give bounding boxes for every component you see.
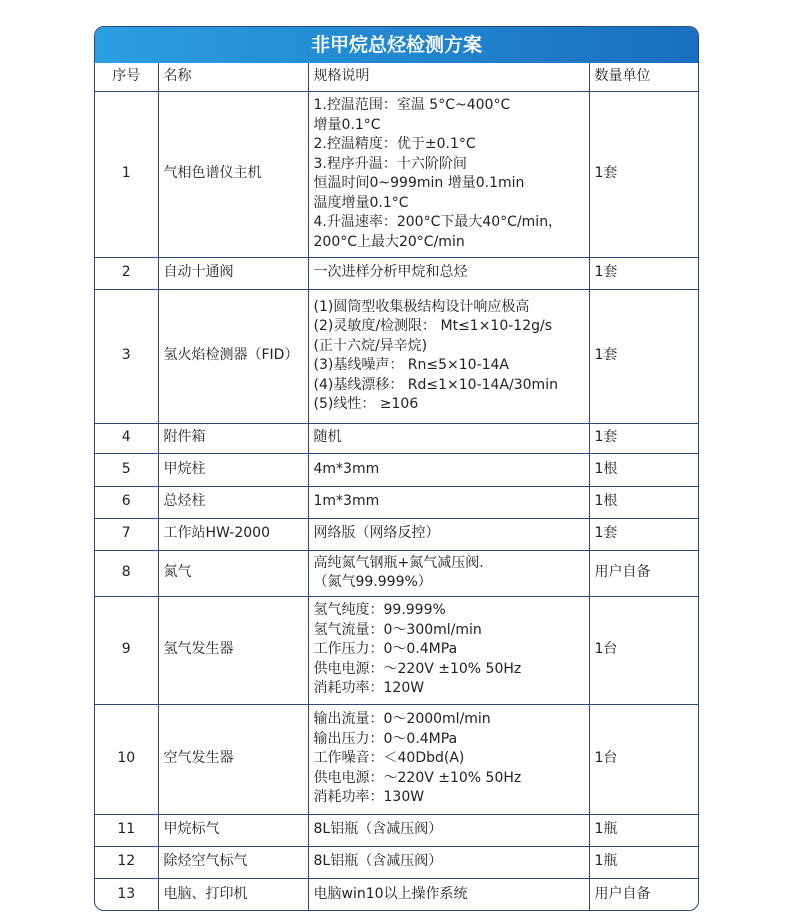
- header-spec: 规格说明: [308, 63, 589, 91]
- item-quantity: 用户自备: [589, 550, 698, 596]
- item-quantity: 1套: [589, 423, 698, 453]
- table-row: [95, 814, 698, 846]
- table-row: [95, 704, 698, 814]
- item-name: 总烃柱: [158, 486, 308, 518]
- item-spec: 8L铝瓶（含减压阀）: [308, 814, 589, 846]
- row-number: 5: [95, 453, 158, 486]
- row-number: 1: [95, 91, 158, 257]
- item-quantity: 1瓶: [589, 846, 698, 878]
- item-name: 除烃空气标气: [158, 846, 308, 878]
- row-number: 6: [95, 486, 158, 518]
- item-spec: 网络版（网络反控）: [308, 518, 589, 550]
- table-row: [95, 91, 698, 257]
- item-name: 气相色谱仪主机: [158, 91, 308, 257]
- item-quantity: 1根: [589, 486, 698, 518]
- header-row: [95, 63, 698, 91]
- item-spec: 8L铝瓶（含减压阀）: [308, 846, 589, 878]
- item-name: 自动十通阀: [158, 257, 308, 289]
- table-row: [95, 257, 698, 289]
- row-number: 13: [95, 878, 158, 910]
- item-name: 电脑、打印机: [158, 878, 308, 910]
- header-qty: 数量单位: [589, 63, 698, 91]
- header-no: 序号: [95, 63, 158, 91]
- item-quantity: 1套: [589, 257, 698, 289]
- item-spec: 1m*3mm: [308, 486, 589, 518]
- item-quantity: 1套: [589, 289, 698, 423]
- table-row: [95, 518, 698, 550]
- table-row: [95, 289, 698, 423]
- table-row: [95, 453, 698, 486]
- row-number: 2: [95, 257, 158, 289]
- item-spec: 氢气纯度：99.999% 氢气流量：0～300ml/min 工作压力：0～0.4MPa 供电电源：～220V ±10% 50Hz 消耗功率：120W: [308, 596, 589, 704]
- table-row: [95, 846, 698, 878]
- item-spec: 随机: [308, 423, 589, 453]
- item-spec: (1)圆筒型收集极结构设计响应极高 (2)灵敏度/检测限： Mt≤1×10-12g/s (正十六烷/异辛烷) (3)基线噪声： Rn≤5×10-14A (4)基线漂移： Rd≤1×10-14A/30min (5)线性： ≥106: [308, 289, 589, 423]
- row-number: 3: [95, 289, 158, 423]
- row-number: 12: [95, 846, 158, 878]
- item-spec: 输出流量：0～2000ml/min 输出压力：0～0.4MPa 工作噪音：＜40Dbd(A) 供电电源：～220V ±10% 50Hz 消耗功率：130W: [308, 704, 589, 814]
- table-row: [95, 423, 698, 453]
- row-number: 9: [95, 596, 158, 704]
- row-number: 7: [95, 518, 158, 550]
- item-quantity: 用户自备: [589, 878, 698, 910]
- row-number: 10: [95, 704, 158, 814]
- item-spec: 4m*3mm: [308, 453, 589, 486]
- table-row: [95, 878, 698, 910]
- plan-table: [95, 63, 698, 910]
- row-number: 8: [95, 550, 158, 596]
- item-name: 甲烷标气: [158, 814, 308, 846]
- item-quantity: 1根: [589, 453, 698, 486]
- item-name: 氢气发生器: [158, 596, 308, 704]
- header-name: 名称: [158, 63, 308, 91]
- row-number: 11: [95, 814, 158, 846]
- item-quantity: 1套: [589, 518, 698, 550]
- item-quantity: 1瓶: [589, 814, 698, 846]
- item-name: 氮气: [158, 550, 308, 596]
- item-spec: 一次进样分析甲烷和总烃: [308, 257, 589, 289]
- item-quantity: 1套: [589, 91, 698, 257]
- item-name: 甲烷柱: [158, 453, 308, 486]
- table-row: [95, 596, 698, 704]
- item-spec: 电脑win10以上操作系统: [308, 878, 589, 910]
- plan-table-container: [94, 26, 699, 911]
- item-name: 工作站HW-2000: [158, 518, 308, 550]
- item-quantity: 1台: [589, 704, 698, 814]
- item-name: 附件箱: [158, 423, 308, 453]
- table-row: [95, 486, 698, 518]
- item-quantity: 1台: [589, 596, 698, 704]
- item-spec: 高纯氮气钢瓶+氮气减压阀. （氮气99.999%）: [308, 550, 589, 596]
- item-name: 空气发生器: [158, 704, 308, 814]
- table-title: 非甲烷总烃检测方案: [95, 27, 698, 63]
- row-number: 4: [95, 423, 158, 453]
- table-row: [95, 550, 698, 596]
- item-spec: 1.控温范围：室温 5°C~400°C 增量0.1°C 2.控温精度：优于±0.1°C 3.程序升温：十六阶阶间 恒温时间0~999min 增量0.1min 温度增量0.1°C 4.升温速率：200°C下最大40°C/min， 200°C上最大20°C/min: [308, 91, 589, 257]
- item-name: 氢火焰检测器（FID）: [158, 289, 308, 423]
